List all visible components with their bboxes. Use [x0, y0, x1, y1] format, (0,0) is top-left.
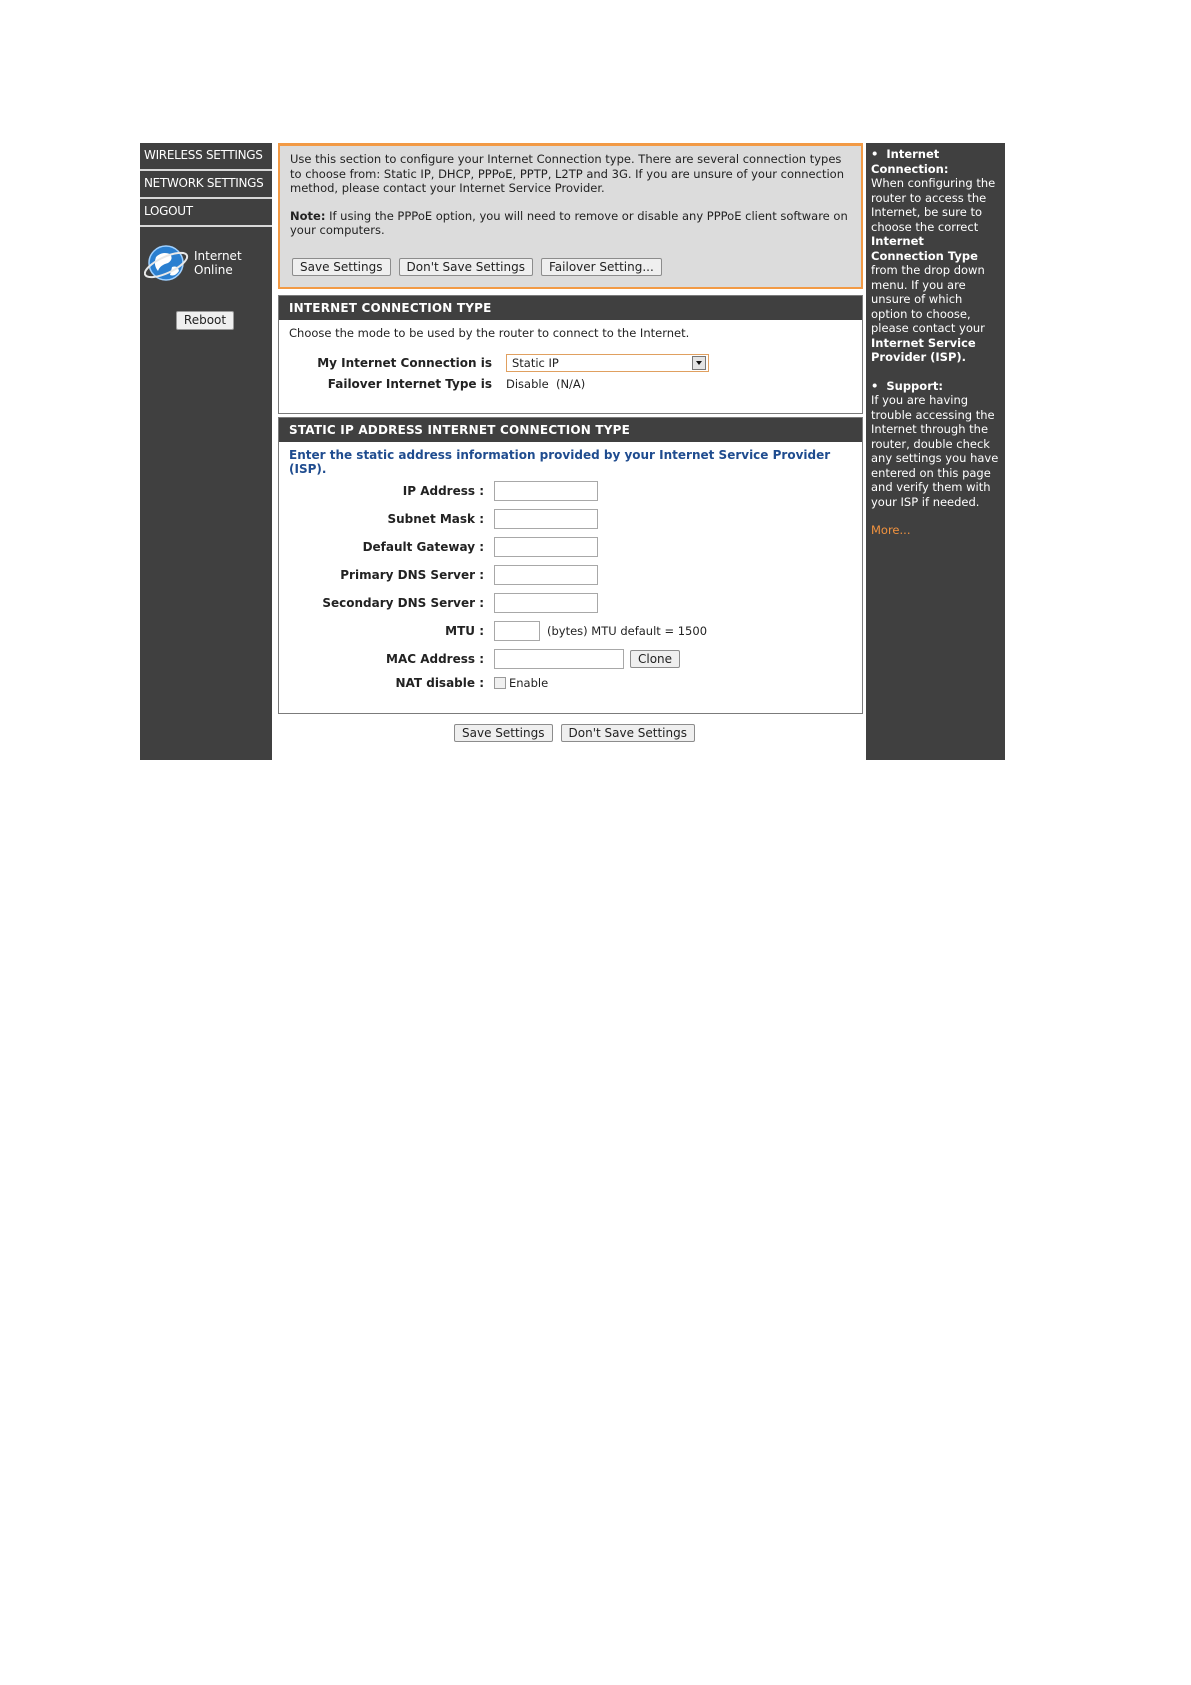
secondary-dns-row — [279, 593, 598, 613]
mac-address-row — [279, 649, 680, 669]
sidebar-item-network-settings[interactable]: NETWORK SETTINGS — [140, 171, 272, 199]
help-panel — [866, 143, 1005, 760]
static-ip-section — [278, 417, 863, 714]
primary-dns-input[interactable] — [494, 565, 598, 585]
bullet: • — [871, 378, 887, 393]
secondary-dns-input[interactable] — [494, 593, 598, 613]
default-gateway-label: Default Gateway : — [362, 540, 484, 554]
connection-type-value: Static IP — [512, 356, 559, 370]
subnet-mask-input[interactable] — [494, 509, 598, 529]
mac-address-label: MAC Address : — [386, 652, 484, 666]
status-line-2: Online — [194, 263, 233, 277]
bottom-save-settings-button[interactable]: Save Settings — [454, 724, 553, 742]
section-desc: Choose the mode to be used by the router to connect to the Internet. — [289, 326, 690, 340]
help-ic-heading: Internet Connection: — [871, 147, 949, 176]
failover-row — [279, 377, 585, 391]
help-ic-text-1: When configuring the router to access the Internet, be sure to choose the correct — [871, 176, 996, 234]
failover-value: Disable (N/A) — [506, 377, 586, 391]
default-gateway-input[interactable] — [494, 537, 598, 557]
note-text: If using the PPPoE option, you will need to remove or disable any PPPoE client software on your computers. — [290, 208, 848, 237]
help-support — [871, 379, 1000, 510]
internet-status — [144, 241, 242, 285]
subnet-mask-label: Subnet Mask : — [387, 512, 484, 526]
secondary-dns-label: Secondary DNS Server : — [322, 596, 484, 610]
failover-label: Failover Internet Type is — [327, 377, 492, 391]
primary-dns-label: Primary DNS Server : — [340, 568, 484, 582]
internet-status-text — [194, 249, 242, 277]
sidebar-item-logout[interactable]: LOGOUT — [140, 199, 272, 227]
failover-setting-button[interactable]: Failover Setting... — [541, 258, 662, 276]
help-internet-connection — [871, 147, 1000, 365]
nat-disable-row — [279, 676, 548, 690]
mtu-label: MTU : — [445, 624, 484, 638]
section-title: STATIC IP ADDRESS INTERNET CONNECTION TYPE — [279, 418, 862, 442]
help-support-text: If you are having trouble accessing the Internet through the router, double check any settings you have entered on this page and verify them with your ISP if needed. — [871, 393, 999, 509]
my-connection-row — [279, 354, 709, 372]
section-desc: Enter the static address information provided by your Internet Service Provider (ISP). — [289, 448, 831, 476]
bottom-buttons — [454, 724, 695, 742]
sidebar — [140, 143, 272, 760]
connection-type-select[interactable] — [506, 354, 709, 372]
nat-disable-label: NAT disable : — [395, 676, 484, 690]
bottom-dont-save-settings-button[interactable]: Don't Save Settings — [561, 724, 696, 742]
ip-address-label: IP Address : — [402, 484, 484, 498]
help-support-heading: Support: — [886, 378, 943, 393]
help-ic-bold-1: Internet Connection Type — [871, 234, 978, 263]
ip-address-row — [279, 481, 598, 501]
note-label: Note: — [290, 208, 326, 223]
ip-address-input[interactable] — [494, 481, 598, 501]
intro-panel — [278, 143, 863, 289]
help-ic-bold-2: Internet Service Provider (ISP). — [871, 335, 976, 364]
status-line-1: Internet — [194, 249, 242, 263]
internet-globe-icon — [144, 241, 192, 285]
main-content — [278, 143, 871, 760]
primary-dns-row — [279, 565, 598, 585]
help-ic-text-2: from the drop down menu. If you are unsure of which option to choose, please contact your — [871, 263, 985, 335]
section-title: INTERNET CONNECTION TYPE — [279, 296, 862, 320]
internet-connection-type-section — [278, 295, 863, 414]
reboot-button[interactable]: Reboot — [176, 311, 234, 330]
sidebar-item-wireless-settings[interactable]: WIRELESS SETTINGS — [140, 143, 272, 171]
save-settings-button[interactable]: Save Settings — [292, 258, 391, 276]
mtu-input[interactable] — [494, 621, 540, 641]
nat-disable-checkbox[interactable] — [494, 677, 506, 689]
mtu-row — [279, 621, 707, 641]
clone-button[interactable]: Clone — [630, 650, 680, 668]
mtu-note: (bytes) MTU default = 1500 — [547, 624, 708, 638]
router-config-page — [140, 143, 1005, 760]
default-gateway-row — [279, 537, 598, 557]
help-more-link[interactable]: More... — [871, 523, 911, 537]
intro-buttons — [292, 258, 662, 276]
dont-save-settings-button[interactable]: Don't Save Settings — [399, 258, 534, 276]
enable-label: Enable — [509, 676, 549, 690]
subnet-mask-row — [279, 509, 598, 529]
mac-address-input[interactable] — [494, 649, 624, 669]
chevron-down-icon[interactable] — [692, 356, 706, 370]
intro-text: Use this section to configure your Internet Connection type. There are several connection types to choose from: Static IP, DHCP, PPPoE, PPTP, L2TP and 3G. If you are unsure of your connection method, please contact your Internet Service Provider. — [290, 152, 844, 195]
bullet: • — [871, 147, 887, 161]
intro-note — [290, 209, 851, 238]
my-connection-label: My Internet Connection is — [317, 356, 492, 370]
